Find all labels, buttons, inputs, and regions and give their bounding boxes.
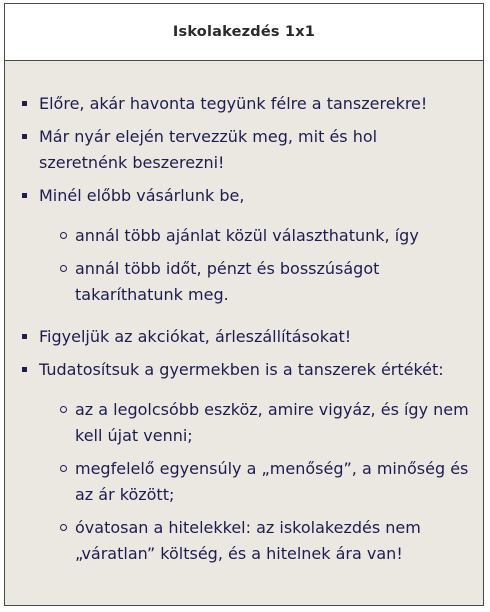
- list-item: [21, 124, 469, 176]
- square-bullet-icon: [22, 101, 27, 106]
- circle-bullet-icon: [60, 465, 67, 472]
- list-item-text: Figyeljük az akciókat, árleszállításokat!: [39, 327, 352, 346]
- card-body: [5, 61, 483, 567]
- list-item-text: Minél előbb vásárlunk be,: [39, 186, 245, 205]
- square-bullet-icon: [22, 193, 27, 198]
- sub-list-item: [39, 397, 469, 449]
- sub-list-item-text: annál több ajánlat közül választhatunk, így: [75, 226, 419, 245]
- sub-bullet-list: [39, 397, 469, 567]
- info-card: [4, 3, 484, 606]
- sub-list-item-text: az a legolcsóbb eszköz, amire vigyáz, és így nem kell újat venni;: [75, 400, 469, 445]
- sub-list-item-text: óvatosan a hitelekkel: az iskolakezdés nem „váratlan” költség, és a hitelnek ára van!: [75, 518, 421, 563]
- sub-list-item: [39, 515, 469, 567]
- sub-list-item: [39, 256, 469, 308]
- list-item: [21, 183, 469, 308]
- square-bullet-icon: [22, 134, 27, 139]
- sub-list-item: [39, 456, 469, 508]
- circle-bullet-icon: [60, 524, 67, 531]
- bullet-list: [21, 91, 469, 567]
- card-title: Iskolakezdés 1x1: [172, 24, 316, 40]
- circle-bullet-icon: [60, 265, 67, 272]
- list-item-text: Már nyár elején tervezzük meg, mit és hol szeretnénk beszerezni!: [39, 127, 378, 172]
- list-item: [21, 357, 469, 567]
- list-item: [21, 324, 469, 350]
- list-item-text: Előre, akár havonta tegyünk félre a tanszerekre!: [39, 94, 428, 113]
- sub-list-item: [39, 223, 469, 249]
- list-item: [21, 91, 469, 117]
- circle-bullet-icon: [60, 406, 67, 413]
- list-item-text: Tudatosítsuk a gyermekben is a tanszerek értékét:: [39, 360, 444, 379]
- square-bullet-icon: [22, 334, 27, 339]
- sub-list-item-text: annál több időt, pénzt és bosszúságot takaríthatunk meg.: [75, 259, 380, 304]
- circle-bullet-icon: [60, 232, 67, 239]
- square-bullet-icon: [22, 367, 27, 372]
- card-header: [5, 4, 483, 61]
- sub-bullet-list: [39, 223, 469, 308]
- sub-list-item-text: megfelelő egyensúly a „menőség”, a minőség és az ár között;: [75, 459, 469, 504]
